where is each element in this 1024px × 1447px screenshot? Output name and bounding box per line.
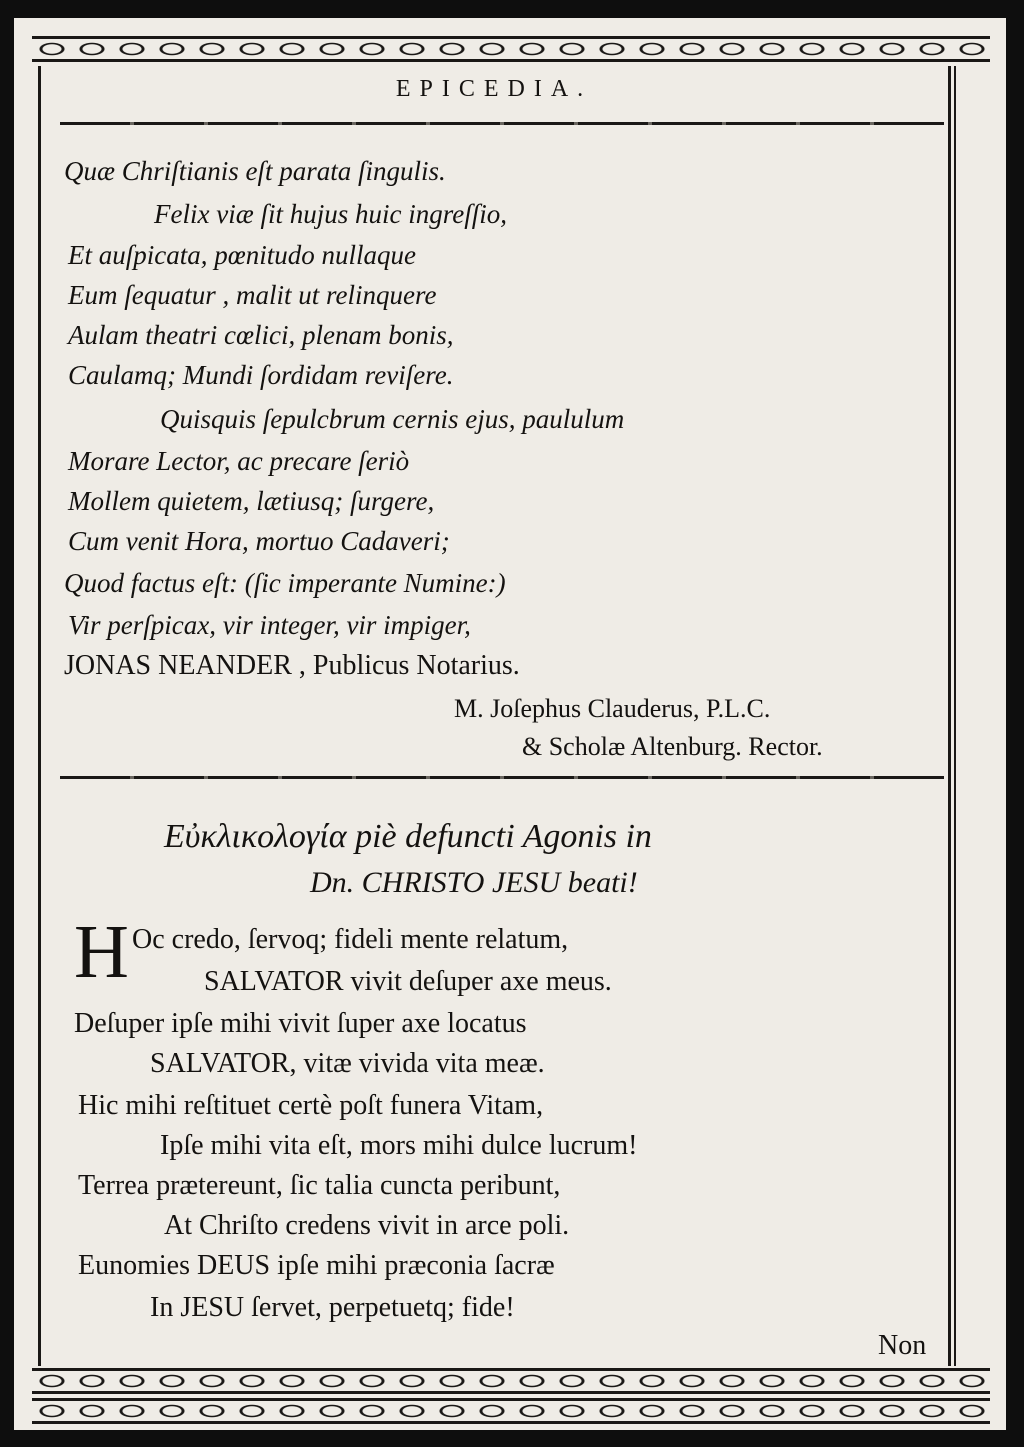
poem-line: Deſuper ipſe mihi vivit ſuper axe locatus — [74, 1008, 527, 1039]
bottom-ornament-border-lower — [32, 1394, 990, 1428]
poem-line: Eunomies DEUS ipſe mihi præconia ſacræ — [78, 1250, 555, 1281]
signature-title: & Scholæ Altenburg. Rector. — [522, 732, 823, 761]
poem-line: In JESU ſervet, perpetuetq; fide! — [150, 1292, 515, 1323]
verse-line: Aulam theatri cœlici, plenam bonis, — [68, 320, 454, 350]
catchword: Non — [878, 1330, 927, 1361]
poem-heading-line2: Dn. CHRISTO JESU beati! — [310, 866, 638, 899]
poem-line: SALVATOR, vitæ vivida vita meæ. — [150, 1048, 545, 1079]
verse-line: Eum ſequatur , malit ut relinquere — [68, 280, 437, 310]
verse-line: Quisquis ſepulcbrum cernis ejus, paululum — [160, 404, 625, 434]
verse-line: Et auſpicata, pœnitudo nullaque — [68, 240, 416, 270]
drop-cap: H — [74, 910, 129, 994]
poem-line: SALVATOR vivit deſuper axe meus. — [204, 966, 612, 997]
poem-line: At Chriſto credens vivit in arce poli. — [164, 1210, 570, 1241]
poem-line: Terrea prætereunt, ſic talia cuncta peribunt, — [78, 1170, 561, 1201]
signature-name: M. Joſephus Clauderus, P.L.C. — [454, 694, 771, 723]
verse-line: Cum venit Hora, mortuo Cadaveri; — [68, 526, 450, 556]
head-rule — [60, 122, 944, 125]
poem-line: Ipſe mihi vita eſt, mors mihi dulce lucrum! — [160, 1130, 638, 1161]
running-head: EPICEDIA. — [395, 76, 593, 102]
left-frame-rule — [38, 66, 41, 1366]
verse-line: Quæ Chriſtianis eſt parata ſingulis. — [64, 156, 446, 186]
poem-line: Oc credo, ſervoq; fideli mente relatum, — [132, 924, 569, 955]
right-frame-rule — [948, 66, 951, 1366]
verse-line: Morare Lector, ac precare ſeriò — [68, 446, 410, 476]
verse-line: Mollem quietem, lætiusq; ſurgere, — [68, 486, 435, 516]
poem-heading-line1: Εὐκλικολογία piè defuncti Agonis in — [164, 818, 652, 855]
verse-line: Quod factus eſt: (ſic imperante Numine:) — [64, 568, 506, 598]
verse-line: Felix viæ ſit hujus huic ingreſſio, — [154, 199, 507, 229]
top-ornament-border — [32, 32, 990, 66]
bottom-ornament-border — [32, 1364, 990, 1398]
verse-line: JONAS NEANDER , Publicus Notarius. — [64, 650, 520, 681]
section-rule — [60, 776, 944, 779]
poem-line: Hic mihi reſtituet certè poſt funera Vitam, — [78, 1090, 544, 1121]
right-frame-rule-inner — [954, 66, 956, 1366]
verse-line: Vir perſpicax, vir integer, vir impiger, — [68, 610, 471, 640]
book-page — [14, 18, 1006, 1430]
verse-line: Caulamq; Mundi ſordidam reviſere. — [68, 360, 454, 390]
